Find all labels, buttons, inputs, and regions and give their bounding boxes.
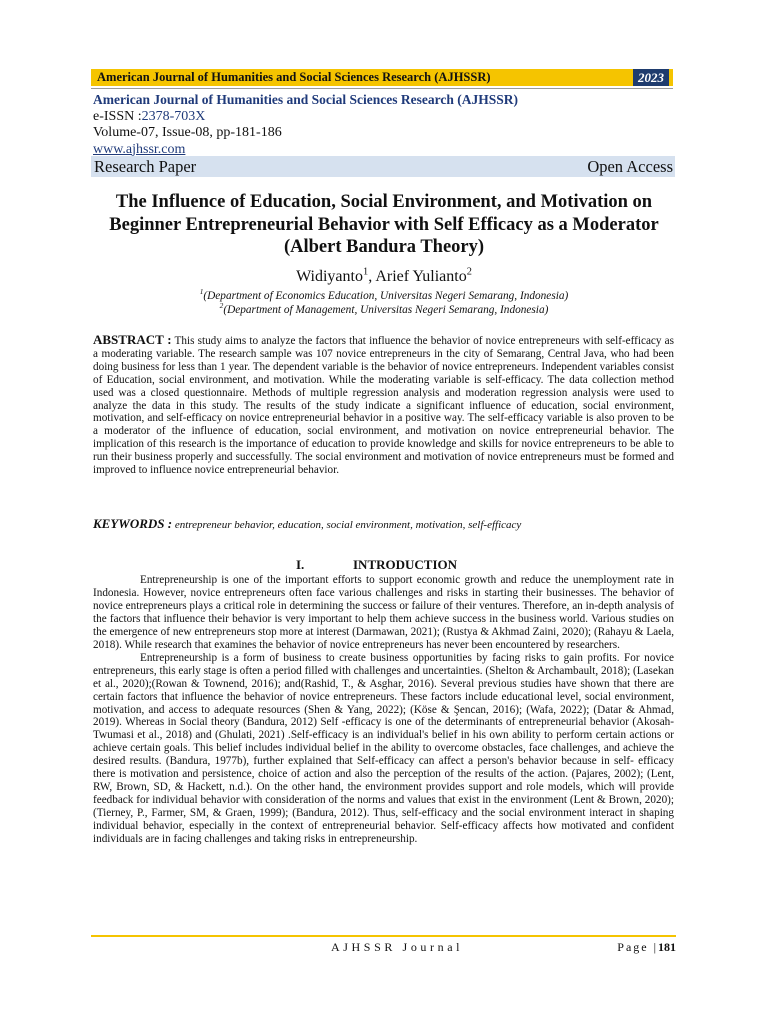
section-title: INTRODUCTION — [353, 557, 458, 572]
issn-value: 2378-703X — [141, 108, 206, 124]
paper-type: Research Paper — [94, 157, 197, 176]
keywords — [93, 517, 674, 532]
meta-journal-name: American Journal of Humanities and Social Sciences Research (AJHSSR) — [93, 92, 518, 107]
footer-page — [617, 940, 676, 954]
author-separator: , — [368, 268, 376, 285]
journal-meta — [93, 92, 518, 158]
meta-volume: Volume-07, Issue-08, pp-181-186 — [93, 125, 282, 140]
body-text — [93, 574, 674, 846]
header-divider — [91, 88, 673, 89]
author-affiliation-mark: 1 — [362, 266, 369, 278]
paper-title: The Influence of Education, Social Environment, and Motivation on Beginner Entrepreneurial Behavior with Self Efficacy as a Moderator (Albert Bandura Theory) — [109, 192, 659, 257]
paper-type-bar — [91, 156, 675, 177]
keywords-text: entrepreneur behavior, education, social environment, motivation, self-efficacy — [172, 519, 522, 531]
paragraph: Entrepreneurship is a form of business to create business opportunities by facing risks to gain profits. For novice entrepreneurs, this early stage is often a period filled with challenges and uncertainties. (Shelton & Archambault, 2018); (Lasekan et al., 2020);(Rowan & Townend, 2016); and(Rashid, T., & Asghar, 2016). Several previous studies have shown that there are certain factors that influence the behavior of novice entrepreneurs. These factors include educational level, social environment, motivation, and access to adequate resources (Shen & Yang, 2022); (Köse & Şencan, 2016); (Wafa, 2022); (Datar & Ahmad, 2019). Whereas in Social theory (Bandura, 2012) Self -efficacy is one of the determinants of entrepreneurial behavior (Akosah-Twumasi et al., 2018) and (Ghulati, 2021) .Self-efficacy is an individual's belief in his own ability to perform certain actions or achieve certain goals. This belief includes individual belief in the ability to overcome obstacles, face challenges, and achieve the desired results. (Bandura, 1977b), further explained that Self-efficacy can affect a person's behavior because in self- efficacy there is motivation and persistence, choice of action and also the perception of the results of the action. (Pajares, 2002); (Lent, RW, Brown, SD, & Hackett, n.d.). On the other hand, the environment provides support and role models, which will provide feedback for individual behavior with consideration of the norms and values that exist in the environment (Lent & Brown, 2020); (Tierney, P., Farmer, SM, & Graen, 1999); (Bandura, 2012). Thus, self-efficacy and the social environment interact in shaping individual behavior, especially in the context of entrepreneurial behavior. Self-efficacy affects how motivated and confident individuals are in facing challenges and taking risks in entrepreneurship. — [93, 651, 674, 846]
affiliation-text: (Department of Management, Universitas Negeri Semarang, Indonesia) — [223, 304, 549, 316]
author-line — [90, 267, 678, 287]
affiliation-text: (Department of Economics Education, Universitas Negeri Semarang, Indonesia) — [203, 290, 569, 302]
footer-divider — [91, 935, 676, 937]
meta-issn — [93, 109, 518, 126]
footer-journal: AJHSSR Journal — [331, 940, 464, 954]
journal-header-bar — [91, 69, 673, 86]
access-type: Open Access — [587, 157, 673, 176]
abstract-label: ABSTRACT : — [93, 332, 172, 347]
affiliation-mark: 1 — [199, 287, 204, 297]
affiliation-mark: 2 — [219, 301, 224, 311]
section-number: I. — [296, 557, 305, 572]
website-link[interactable]: www.ajhssr.com — [93, 141, 186, 157]
page-number: 181 — [658, 940, 676, 954]
abstract — [93, 334, 674, 477]
author-affiliation-mark: 2 — [466, 266, 472, 278]
author-name: Arief Yulianto — [375, 268, 467, 285]
affiliation — [90, 301, 678, 317]
affiliation — [90, 287, 678, 303]
issn-label: e-ISSN : — [93, 108, 142, 124]
abstract-text: This study aims to analyze the factors that influence the behavior of novice entrepreneurs with self-efficacy as a moderating variable. The research sample was 107 novice entrepreneurs in the city of Semarang, Central Java, who had been doing business for less than 1 year. The dependent variable is the behavior of novice entrepreneurs. Independent variables consist of Education, social environment, and motivation. While the moderating variable is self-efficacy. The data collection method used was a closed questionnaire. Methods of multiple regression analysis and moderation regression analysis were used to analyze the data in this study. The results of the study indicate a significant influence of education, social environment, motivation, and self-efficacy on novice entrepreneurial behavior in a positive way. The self-efficacy variable is also proven to be a moderator of the influence of education, social environment, and motivation on novice entrepreneurial behavior. The implication of this research is the importance of education to provide knowledge and skills for novice entrepreneurs to be able to run their business properly and successfully. The social environment and motivation of novice entrepreneurs must be formed and improved to influence novice entrepreneurial behavior. — [93, 335, 674, 477]
author-name: Widiyanto — [296, 268, 363, 285]
header-year-badge: 2023 — [633, 69, 669, 86]
paragraph: Entrepreneurship is one of the important efforts to support economic growth and reduce the unemployment rate in Indonesia. However, novice entrepreneurs often face various challenges and risks in starting their businesses. The behavior of novice entrepreneurs plays a critical role in determining the success or failure of their ventures. Therefore, an in-depth analysis of the factors that influence their behavior is very important to help them achieve success in the business world. Various studies on the emergence of new entrepreneurs stop more at interest (Darmawan, 2021); (Rustya & Akhmad Zaini, 2020); (Rahayu & Laela, 2018). While research that examines the behavior of novice entrepreneurs has never been encountered by researchers. — [93, 574, 674, 651]
page-label: Page | — [617, 940, 658, 954]
keywords-label: KEYWORDS : — [93, 516, 173, 531]
header-journal-name: American Journal of Humanities and Social Sciences Research (AJHSSR) — [97, 70, 491, 84]
